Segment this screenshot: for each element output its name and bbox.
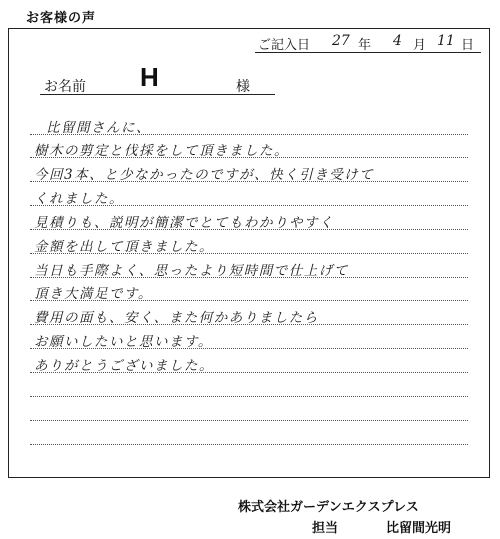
comment-line: 費用の面も、安く、また何かありましたら [34, 310, 319, 326]
name-suffix: 様 [236, 79, 250, 95]
date-day-unit: 日 [461, 38, 475, 53]
comment-line: 当日も手際よく、思ったより短時間で仕上げて [34, 263, 349, 279]
date-month-value: 4 [393, 33, 402, 49]
name-label: お名前 [44, 79, 86, 95]
comment-line: 比留間さんに、 [46, 120, 151, 136]
comment-line: 今回3本、と少なかったのですが、快く引き受けて [34, 167, 375, 183]
comment-line: 頂き大満足です。 [34, 286, 153, 302]
date-day-value: 11 [437, 33, 455, 49]
page-title: お客様の声 [26, 11, 97, 26]
date-year-unit: 年 [358, 38, 372, 53]
comment-line: ありがとうございました。 [34, 358, 214, 374]
comment-line: 金額を出して頂きました。 [34, 239, 214, 255]
date-label: ご記入日 [258, 38, 311, 53]
staff-role: 担当 [312, 521, 339, 536]
comment-line: 樹木の剪定と伐採をして頂きました。 [34, 143, 289, 159]
name-value: H [140, 62, 159, 92]
comment-line: 見積りも、説明が簡潔でとてもわかりやすく [34, 215, 334, 231]
comment-line: くれました。 [34, 191, 124, 207]
date-month-unit: 月 [413, 38, 427, 53]
ruled-line [30, 396, 468, 397]
date-year-value: 27 [332, 33, 350, 49]
comment-line: お願いしたいと思います。 [34, 334, 213, 350]
date-underline [255, 52, 481, 53]
staff-name: 比留間光明 [386, 521, 452, 536]
name-underline [40, 94, 275, 95]
ruled-line [30, 420, 468, 421]
ruled-line [30, 444, 468, 445]
company-name: 株式会社ガーデンエクスプレス [238, 500, 419, 515]
